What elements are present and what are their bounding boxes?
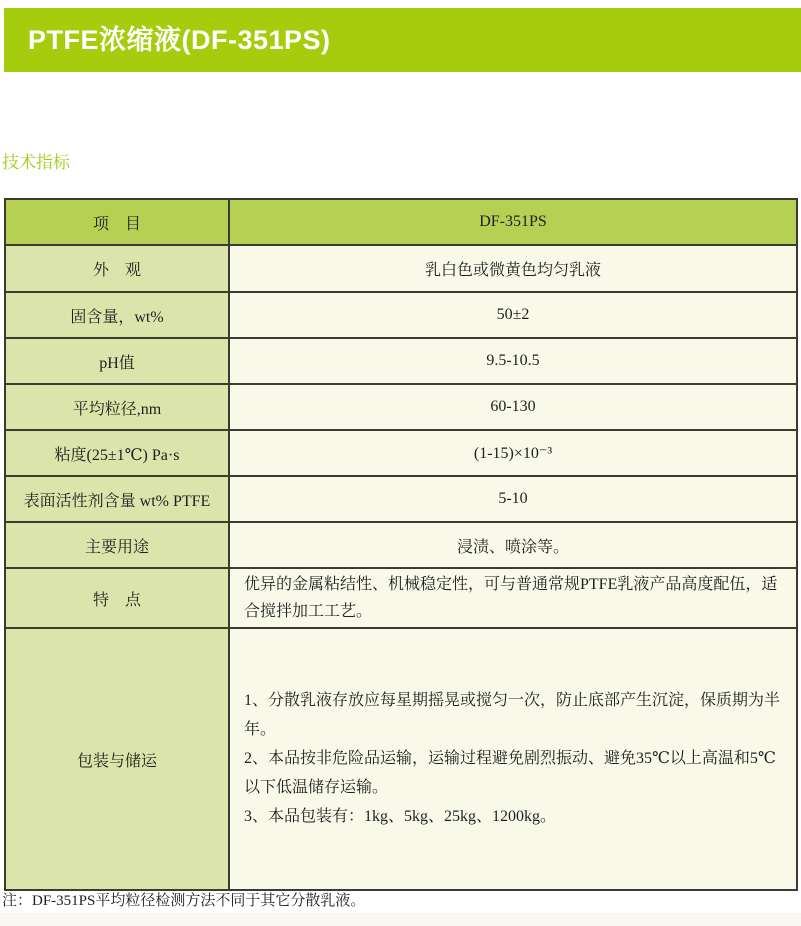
row-value — [229, 628, 797, 890]
table-row-viscosity — [5, 430, 797, 476]
page-bottom-strip — [0, 913, 801, 926]
packaging-line-2: 2、本品按非危险品运输，运输过程避免剧烈振动、避免35℃以上高温和5℃以下低温储存运输。 — [244, 749, 776, 796]
row-label: 平均粒径,nm — [5, 384, 229, 430]
section-title: 技术指标 — [2, 153, 70, 172]
table-header-row — [5, 199, 797, 245]
page-title: PTFE浓缩液(DF-351PS) — [28, 25, 331, 55]
table-row-appearance — [5, 245, 797, 292]
row-value: 50±2 — [229, 292, 797, 338]
page-header-bar — [4, 8, 801, 72]
table-row-particle-size — [5, 384, 797, 430]
table-header-item-label: 项 目 — [5, 199, 229, 245]
row-value: 60-130 — [229, 384, 797, 430]
row-label: 固含量，wt% — [5, 292, 229, 338]
footnote: 注：DF-351PS平均粒径检测方法不同于其它分散乳液。 — [2, 893, 366, 909]
table-row-packaging-storage — [5, 628, 797, 890]
table-row-main-use — [5, 522, 797, 568]
row-value: 9.5-10.5 — [229, 338, 797, 384]
row-label: 粘度(25±1℃) Pa·s — [5, 430, 229, 476]
row-value: (1-15)×10⁻³ — [229, 430, 797, 476]
table-header-product-code: DF-351PS — [229, 199, 797, 245]
table-row-surfactant — [5, 476, 797, 522]
row-label: 表面活性剂含量 wt% PTFE — [5, 476, 229, 522]
table-row-features — [5, 568, 797, 628]
row-label: 包装与储运 — [5, 628, 229, 890]
row-label: 外 观 — [5, 245, 229, 292]
packaging-line-1: 1、分散乳液存放应每星期摇晃或搅匀一次，防止底部产生沉淀，保质期为半年。 — [244, 692, 781, 739]
packaging-line-3: 3、本品包装有：1kg、5kg、25kg、1200kg。 — [244, 807, 557, 825]
spec-table — [4, 198, 798, 891]
row-value: 乳白色或微黄色均匀乳液 — [229, 245, 797, 292]
row-value: 优异的金属粘结性、机械稳定性，可与普通常规PTFE乳液产品高度配伍，适合搅拌加工工艺。 — [229, 568, 797, 628]
row-label: 特 点 — [5, 568, 229, 628]
row-label: 主要用途 — [5, 522, 229, 568]
table-row-solid-content — [5, 292, 797, 338]
row-value: 浸渍、喷涂等。 — [229, 522, 797, 568]
row-value: 5-10 — [229, 476, 797, 522]
row-label: pH值 — [5, 338, 229, 384]
table-row-ph — [5, 338, 797, 384]
